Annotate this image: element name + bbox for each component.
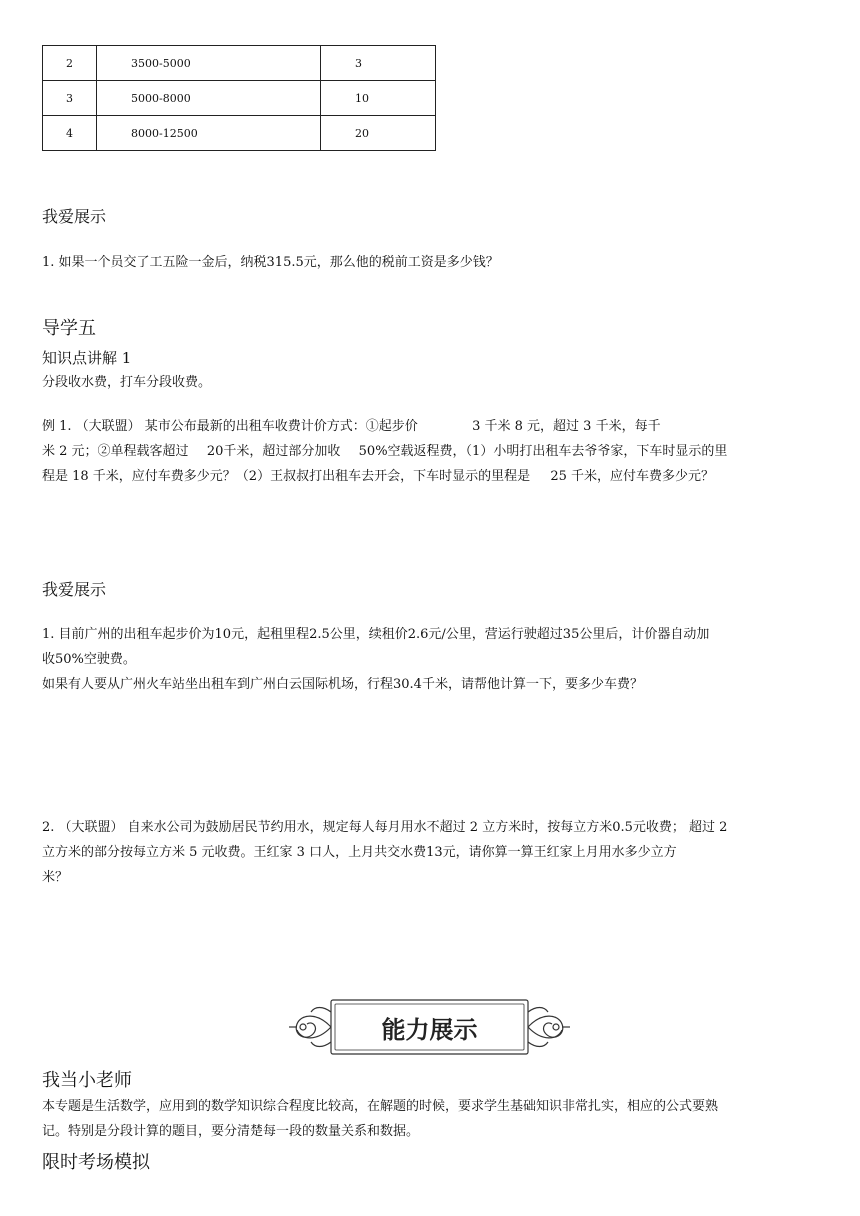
question-2-line-3: 米？: [42, 870, 69, 885]
level-cell: 3: [43, 81, 97, 116]
example-text: 25 千米，应付车费多少元？: [550, 469, 715, 484]
teacher-heading: 我当小老师: [42, 1070, 132, 1091]
example-text: 米 2 元；②单程载客超过: [42, 444, 189, 459]
level-cell: 4: [43, 116, 97, 151]
rate-cell: 3: [321, 46, 436, 81]
ability-banner: [287, 992, 572, 1062]
example-text: 20千米，超过部分加收: [206, 444, 341, 459]
question-1: 1. 如果一个员交了工五险一金后，纳税315.5元，那么他的税前工资是多少钱？: [42, 255, 499, 270]
question-1-line-1: 1. 目前广州的出租车起步价为10元，起租里程2.5公里，续租价2.6元/公里，营运行驶超过35公里后，计价器自动加: [42, 627, 710, 642]
example-1-line-2: [42, 439, 727, 464]
banner-title: 能力展示: [381, 1015, 478, 1044]
question-2-line-1: 2. （大联盟） 自来水公司为鼓励居民节约用水，规定每人每月用水不超过 2 立方米时，按每立方米0.5元收费； 超过 2: [42, 820, 728, 835]
range-cell: 5000-8000: [97, 81, 321, 116]
question-2-line-2: 立方米的部分按每立方米 5 元收费。王红家 3 口人，上月共交水费13元，请你算一算王红家上月用水多少立方: [42, 845, 677, 860]
exam-heading: 限时考场模拟: [42, 1152, 150, 1173]
tax-rate-table: [42, 45, 436, 151]
example-1-line-3: [42, 464, 714, 489]
example-text: 50%空载返程费，（1）小明打出租车去爷爷家，下车时显示的里: [358, 444, 728, 459]
range-cell: 3500-5000: [97, 46, 321, 81]
example-text: 例 1. （大联盟） 某市公布最新的出租车收费计价方式：①起步价: [42, 419, 418, 434]
rate-cell: 20: [321, 116, 436, 151]
level-cell: 2: [43, 46, 97, 81]
question-1-line-2: 收50%空驶费。: [42, 652, 136, 667]
example-text: 3 千米 8 元，超过 3 千米，每千: [472, 419, 661, 434]
guide-title: 导学五: [42, 318, 96, 339]
table-row: [43, 46, 436, 81]
range-cell: 8000-12500: [97, 116, 321, 151]
question-1-line-3: 如果有人要从广州火车站坐出租车到广州白云国际机场，行程30.4千米，请帮他计算一下，要多少车费？: [42, 677, 643, 692]
knowledge-intro: 分段收水费，打车分段收费。: [42, 375, 212, 390]
table-row: [43, 81, 436, 116]
section-heading: 我爱展示: [42, 207, 107, 226]
example-text: 程是 18 千米，应付车费多少元？（2）王叔叔打出租车去开会，下车时显示的里程是: [42, 469, 531, 484]
table-row: [43, 116, 436, 151]
knowledge-point-heading: 知识点讲解 1: [42, 349, 132, 367]
rate-cell: 10: [321, 81, 436, 116]
section-heading: 我爱展示: [42, 580, 107, 599]
teacher-line-2: 记。特别是分段计算的题目，要分清楚每一段的数量关系和数据。: [42, 1124, 420, 1139]
teacher-line-1: 本专题是生活数学，应用到的数学知识综合程度比较高，在解题的时候，要求学生基础知识非常扎实，相应的公式要熟: [42, 1099, 719, 1114]
example-1-line-1: [42, 414, 661, 439]
